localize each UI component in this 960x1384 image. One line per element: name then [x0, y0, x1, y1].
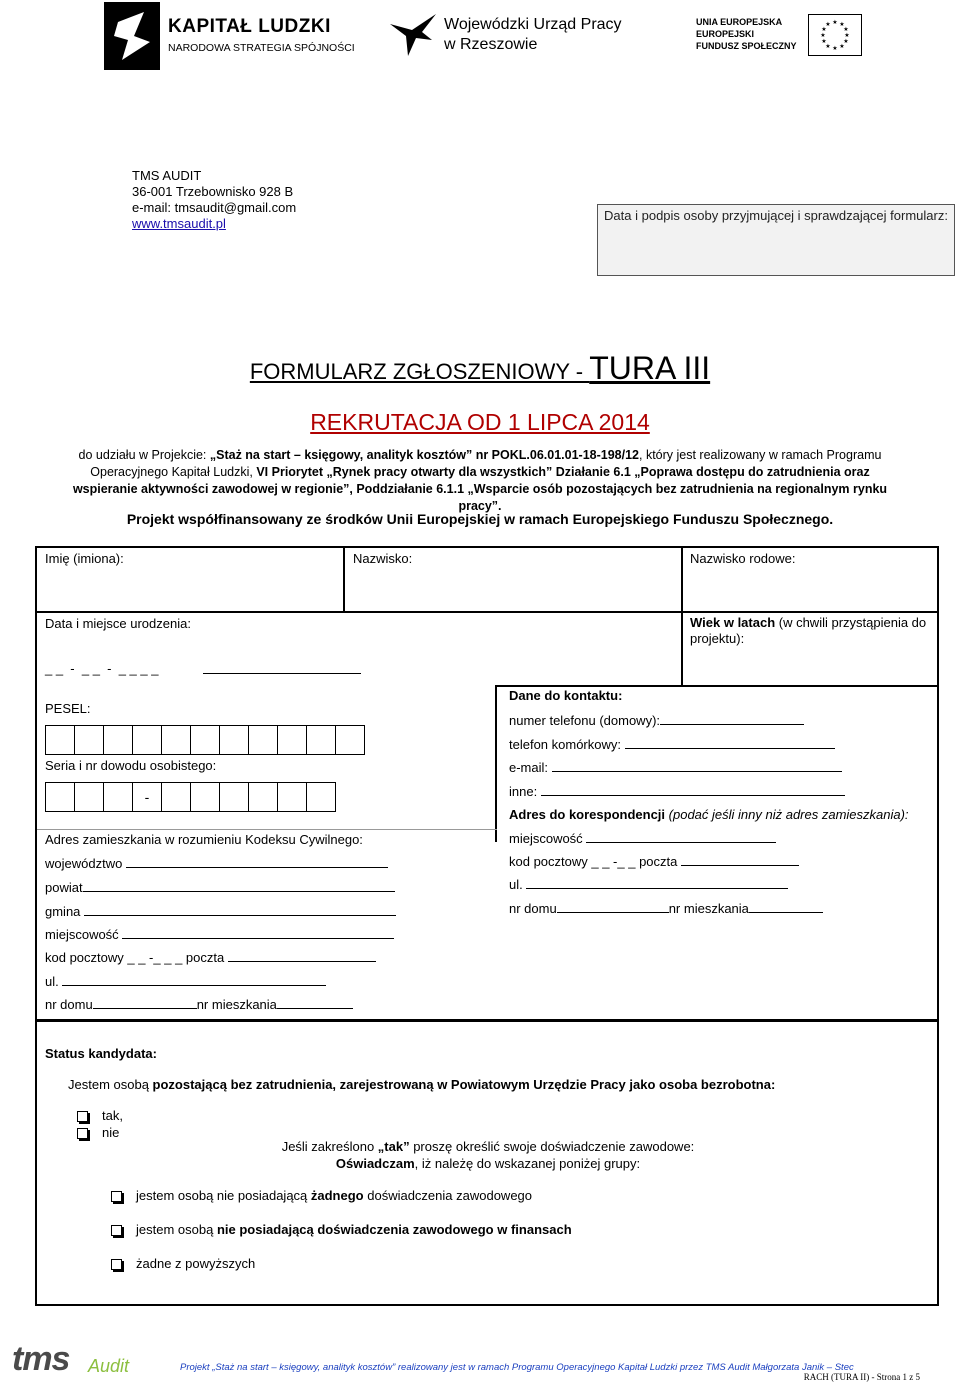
postal-field[interactable]	[45, 949, 376, 965]
c-house-no-line[interactable]	[557, 900, 669, 913]
svg-text:★: ★	[820, 32, 826, 39]
c-street-field[interactable]	[509, 876, 788, 892]
form-title-part1: FORMULARZ ZGŁOSZENIOWY -	[249, 359, 590, 384]
signature-box[interactable]	[597, 204, 955, 276]
pesel-cell[interactable]	[248, 725, 278, 755]
pesel-cell[interactable]	[45, 725, 75, 755]
id-cell[interactable]	[248, 782, 278, 812]
commune-field[interactable]	[45, 903, 396, 919]
svg-text:★: ★	[839, 43, 845, 50]
postal-label: kod pocztowy _ _ -_ _ _ poczta	[45, 950, 225, 965]
declaration-rest: , iż należę do wskazanej poniżej grupy:	[414, 1156, 641, 1171]
opt1a: jestem osobą nie posiadającą	[136, 1188, 311, 1203]
correspondence-heading	[509, 807, 909, 822]
eu-flag-icon	[808, 14, 862, 56]
project-intro	[60, 447, 900, 515]
commune-label: gmina	[45, 904, 81, 919]
wup-line2: w Rzeszowie	[444, 36, 538, 53]
if-yes-3: proszę określić swoje doświadczenie zawodowe:	[409, 1139, 695, 1154]
street-line[interactable]	[62, 973, 326, 986]
c-street-line[interactable]	[526, 876, 788, 889]
declaration-bold: Oświadczam	[335, 1156, 415, 1171]
cofinancing-note: Projekt współfinansowany ze środków Unii Europejskiej w ramach Europejskiego Funduszu Społecznego.	[126, 511, 834, 527]
pesel-cell[interactable]	[132, 725, 162, 755]
address-heading: Adres zamieszkania w rozumieniu Kodeksu Cywilnego:	[45, 832, 363, 847]
c-street-label: ul.	[509, 877, 523, 892]
id-cell[interactable]	[132, 782, 162, 812]
email-field[interactable]	[509, 759, 842, 775]
footer-project-text: Projekt „Staż na start – księgowy, analityk kosztów” realizowany jest w ramach Programu Operacyjnego Kapitał Ludzki przez TMS Audit Małgorzata Janik – Stec	[180, 1362, 854, 1373]
other-contact-line[interactable]	[541, 783, 845, 796]
c-postal-field[interactable]	[509, 853, 799, 869]
svg-text:★: ★	[832, 45, 838, 52]
status-q1: Jestem osobą	[68, 1077, 153, 1092]
intro-text-4: VI Priorytet „Rynek pracy otwarty dla wszystkich” Działanie 6.1 „Poprawa dostępu do zatrudnienia oraz wspieranie aktywności zawodowej w regionie”, Poddziałanie 6.1.1 „Wsparcie osób pozostających bez zatrudnienia na regionalnym rynku pracy”.	[72, 465, 888, 513]
kapital-ludzki-logo	[104, 2, 355, 72]
status-q2: pozostającą bez zatrudnienia,	[152, 1077, 337, 1092]
birth-label: Data i miejsce urodzenia:	[45, 616, 191, 631]
recruitment-heading: REKRUTACJA OD 1 LIPCA 2014	[310, 409, 650, 435]
phone-mobile-line[interactable]	[625, 736, 835, 749]
intro-text-1: do udziału w Projekcie:	[78, 448, 210, 462]
opt1b: żadnego	[310, 1188, 364, 1203]
id-cell[interactable]	[161, 782, 191, 812]
website-link[interactable]: www.tmsaudit.pl	[132, 216, 226, 231]
maiden-name-label: Nazwisko rodowe:	[690, 551, 796, 566]
if-yes-1: Jeśli zakreślono	[281, 1139, 378, 1154]
if-yes-2: „tak”	[377, 1139, 410, 1154]
svg-text:★: ★	[821, 26, 827, 33]
phone-mobile-label: telefon komórkowy:	[509, 737, 621, 752]
birth-date-pattern[interactable]: _ _ - _ _ - _ _ _ _	[45, 661, 159, 676]
id-dash: -	[144, 789, 150, 805]
opt3-label: żadne z powyższych	[136, 1256, 256, 1271]
kl-title: KAPITAŁ LUDZKI	[168, 16, 331, 37]
commune-line[interactable]	[84, 903, 396, 916]
status-q3: zarejestrowaną w Powiatowym Urzędzie Pracy	[336, 1077, 626, 1092]
svg-text:★: ★	[821, 38, 827, 45]
group-option-3[interactable]	[111, 1256, 255, 1271]
tms-logo-audit: Audit	[88, 1356, 130, 1376]
opt1c: doświadczenia zawodowego	[363, 1188, 533, 1203]
intro-text-3: , który jest realizowany w ramach Programu Operacyjnego Kapitał Ludzki,	[90, 448, 882, 479]
declaration	[37, 1156, 939, 1171]
c-house-no-label: nr domu	[509, 901, 557, 916]
other-contact-label: inne:	[509, 784, 538, 799]
c-locality-line[interactable]	[586, 830, 776, 843]
checkbox-group-3[interactable]	[111, 1259, 122, 1270]
page-footer	[0, 1340, 960, 1384]
checkbox-no[interactable]	[77, 1128, 88, 1139]
wup-logo	[388, 8, 628, 64]
postal-line[interactable]	[228, 949, 376, 962]
status-q4: jako osoba bezrobotna:	[625, 1077, 776, 1092]
pesel-label: PESEL:	[45, 701, 91, 716]
phone-home-line[interactable]	[660, 712, 804, 725]
id-cell[interactable]	[306, 782, 336, 812]
id-card-label: Seria i nr dowodu osobistego:	[45, 758, 217, 773]
flat-no-label: nr mieszkania	[196, 997, 277, 1012]
c-flat-no-line[interactable]	[749, 900, 823, 913]
kapital-ludzki-mark-icon	[104, 2, 160, 70]
svg-text:★: ★	[825, 43, 831, 50]
phone-home-field[interactable]	[509, 712, 804, 728]
id-cell[interactable]	[277, 782, 307, 812]
contact-heading: Dane do kontaktu:	[509, 688, 623, 703]
county-label: powiat	[45, 880, 83, 895]
c-house-field[interactable]	[509, 900, 823, 916]
svg-text:★: ★	[844, 32, 850, 39]
ue-line1: UNIA EUROPEJSKA	[696, 17, 783, 27]
voivodeship-line[interactable]	[126, 855, 388, 868]
other-contact-field[interactable]	[509, 783, 845, 799]
c-flat-no-label: nr mieszkania	[668, 901, 749, 916]
c-locality-label: miejscowość	[509, 831, 583, 846]
address-line3: e-mail: tmsaudit@gmail.com	[132, 200, 297, 215]
house-field[interactable]	[45, 996, 353, 1012]
locality-line[interactable]	[122, 926, 394, 939]
age-label	[690, 615, 930, 647]
candidate-status-box	[35, 1020, 939, 1306]
checkbox-group-1[interactable]	[111, 1191, 122, 1202]
id-cell[interactable]	[219, 782, 249, 812]
form-title	[0, 350, 960, 387]
pesel-cell[interactable]	[74, 725, 104, 755]
svg-text:★: ★	[832, 19, 838, 26]
correspondence-heading-note: (podać jeśli inny niż adres zamieszkania):	[665, 807, 909, 822]
svg-text:★: ★	[825, 21, 831, 28]
email-line[interactable]	[552, 759, 842, 772]
id-card-cells[interactable]	[45, 782, 335, 812]
house-no-label: nr domu	[45, 997, 93, 1012]
checkbox-group-2[interactable]	[111, 1225, 122, 1236]
option-yes-label: tak,	[102, 1108, 123, 1123]
tms-logo: tms	[12, 1340, 70, 1378]
pesel-cell[interactable]	[103, 725, 133, 755]
birth-place-line[interactable]	[203, 661, 361, 674]
pesel-cell[interactable]	[277, 725, 307, 755]
street-field[interactable]	[45, 973, 326, 989]
opt2b: nie posiadającą doświadczenia zawodowego w finansach	[216, 1222, 572, 1237]
age-label-rest: (w chwili przystąpienia do projektu):	[690, 615, 927, 646]
personal-data-form	[35, 546, 939, 1021]
page-number: RACH (TURA II) - Strona 1 z 5	[803, 1372, 920, 1382]
group-option-2[interactable]	[111, 1222, 572, 1237]
svg-text:★: ★	[839, 21, 845, 28]
correspondence-heading-bold: Adres do korespondencji	[509, 807, 666, 822]
pesel-cell[interactable]	[335, 725, 365, 755]
voivodeship-field[interactable]	[45, 855, 388, 871]
form-title-part2: TURA III	[589, 350, 711, 386]
id-cell[interactable]	[74, 782, 104, 812]
intro-text-2: „Staż na start – księgowy, analityk kosztów” nr POKL.06.01.01-18-198/12	[209, 448, 639, 462]
last-name-label: Nazwisko:	[353, 551, 413, 566]
pesel-cell[interactable]	[306, 725, 336, 755]
pesel-cell[interactable]	[190, 725, 220, 755]
address-line2: 36-001 Trzebownisko 928 B	[132, 184, 294, 199]
wup-bird-icon	[388, 10, 440, 60]
status-heading: Status kandydata:	[45, 1046, 157, 1061]
locality-label: miejscowość	[45, 927, 119, 942]
ue-line3: FUNDUSZ SPOŁECZNY	[696, 41, 797, 51]
email-label: e-mail:	[509, 760, 549, 775]
checkbox-yes[interactable]	[77, 1111, 88, 1122]
phone-mobile-field[interactable]	[509, 736, 835, 752]
signature-box-label: Data i podpis osoby przyjmującej i sprawdzającej formularz:	[604, 208, 948, 223]
county-line[interactable]	[83, 879, 395, 892]
c-postal-label: kod pocztowy _ _ -_ _ poczta	[509, 854, 678, 869]
ue-line2: EUROPEJSKI	[696, 29, 755, 39]
status-question	[68, 1077, 775, 1092]
county-field[interactable]	[45, 879, 395, 895]
age-label-bold: Wiek w latach	[690, 615, 776, 630]
street-label: ul.	[45, 974, 59, 989]
svg-text:★: ★	[843, 38, 849, 45]
voivodeship-label: województwo	[45, 856, 123, 871]
id-cell[interactable]	[103, 782, 133, 812]
pesel-cells[interactable]	[45, 725, 364, 755]
address-line1: TMS AUDIT	[132, 168, 202, 183]
id-cell[interactable]	[190, 782, 220, 812]
c-postal-line[interactable]	[681, 853, 799, 866]
opt2a: jestem osobą	[136, 1222, 217, 1237]
id-cell[interactable]	[45, 782, 75, 812]
flat-no-line[interactable]	[277, 996, 353, 1009]
wup-line1: Wojewódzki Urząd Pracy	[444, 16, 622, 33]
c-locality-field[interactable]	[509, 830, 776, 846]
option-no[interactable]	[77, 1125, 119, 1140]
phone-home-label: numer telefonu (domowy):	[509, 713, 661, 728]
sender-address	[132, 168, 296, 232]
group-option-1[interactable]	[111, 1188, 532, 1203]
first-name-label: Imię (imiona):	[45, 551, 124, 566]
option-no-label: nie	[102, 1125, 120, 1140]
svg-text:★: ★	[843, 26, 849, 33]
ue-logo	[696, 12, 866, 60]
house-no-line[interactable]	[93, 996, 197, 1009]
kl-subtitle: NARODOWA STRATEGIA SPÓJNOŚCI	[168, 42, 355, 54]
pesel-cell[interactable]	[161, 725, 191, 755]
option-yes[interactable]	[77, 1108, 123, 1123]
if-yes-instruction	[37, 1139, 939, 1154]
pesel-cell[interactable]	[219, 725, 249, 755]
locality-field[interactable]	[45, 926, 394, 942]
